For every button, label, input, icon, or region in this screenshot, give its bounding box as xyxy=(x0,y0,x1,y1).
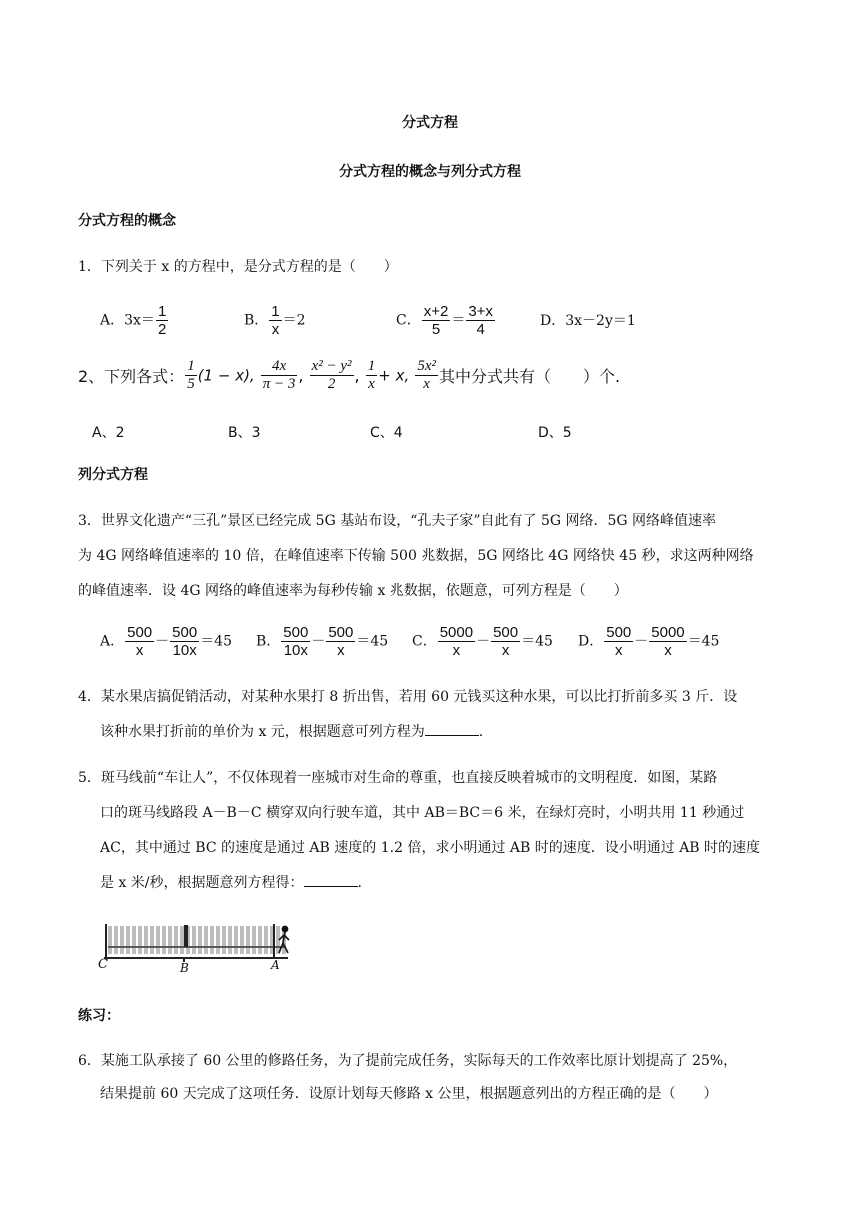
q1-option-c-eq: ＝ xyxy=(451,312,466,329)
q3-option-a-rhs: ＝45 xyxy=(200,633,233,650)
q2-comma-2: , xyxy=(298,366,304,385)
question-2-stem xyxy=(78,358,620,393)
q2-fraction-2: $\frac{4x}{\pi - 3}$ xyxy=(262,358,296,392)
q3-option-d-fraction-2: $\frac{5000}{x}$ xyxy=(651,624,685,659)
q3-option-b xyxy=(256,624,388,659)
q2-fraction-3: $\frac{\text{x² − y²}}{2}$ xyxy=(311,358,352,392)
q3-option-d-fraction-1: $\frac{500}{x}$ xyxy=(606,624,632,659)
crossing-middle-marker xyxy=(184,925,188,947)
question-3-line-3: 的峰值速率．设 4G 网络的峰值速率为每秒传输 x 兆数据，依题意，可列方程是（ ） xyxy=(78,583,628,599)
q1-option-b-right: ＝2 xyxy=(282,312,306,329)
q1-option-b-label: B． xyxy=(244,312,269,329)
page-subtitle: 分式方程的概念与列分式方程 xyxy=(339,164,521,180)
q3-option-b-fraction-2: $\frac{500}{x}$ xyxy=(328,624,354,659)
q3-option-b-minus: － xyxy=(311,633,326,650)
q4-answer-blank xyxy=(425,721,479,736)
q2-comma-3: , xyxy=(354,366,360,385)
q5-line-4-text: 是 x 米/秒，根据题意列方程得： xyxy=(100,875,304,891)
q3-option-a-fraction-1: $\frac{500}{x}$ xyxy=(127,624,153,659)
zebra-crossing-figure xyxy=(96,916,296,974)
question-4-line-1: 4．某水果店搞促销活动，对某种水果打 8 折出售，若用 60 元钱买这种水果，可以比打折前多买 3 斤．设 xyxy=(78,689,738,705)
q5-answer-blank xyxy=(304,872,358,887)
q3-option-c-minus: － xyxy=(476,633,491,650)
q2-option-c: C、4 xyxy=(370,425,403,441)
crossing-stripes-bottom xyxy=(108,948,286,954)
q1-option-c-label: C． xyxy=(396,312,421,329)
q4-line-2-end: . xyxy=(478,724,484,740)
q3-option-c-rhs: ＝45 xyxy=(521,633,553,650)
q3-option-c-label: C． xyxy=(412,633,437,650)
q2-lead: 2、下列各式： xyxy=(78,367,185,386)
q2-fraction-5: $\frac{\text{5x²}}{x}$ xyxy=(417,358,436,392)
point-b-label: B xyxy=(180,961,189,974)
q2-fraction-1: $\frac{1}{5}$ xyxy=(187,358,195,392)
q3-option-a-fraction-2: $\frac{500}{10x}$ xyxy=(172,624,198,659)
q2-option-d: D、5 xyxy=(538,425,572,441)
section-heading-list: 列分式方程 xyxy=(78,467,148,483)
q3-option-c-fraction-1: $\frac{5000}{x}$ xyxy=(439,624,474,659)
section-heading-concept: 分式方程的概念 xyxy=(78,213,176,229)
q3-option-a xyxy=(100,624,232,659)
q1-option-a-fraction: $\frac{1}{2}$ xyxy=(157,303,167,338)
q1-option-d xyxy=(540,310,636,330)
q3-option-a-label: A． xyxy=(100,633,125,650)
q1-option-a xyxy=(100,303,169,338)
q3-option-b-fraction-1: $\frac{500}{10x}$ xyxy=(283,624,309,659)
q1-option-a-label: A． xyxy=(100,312,125,329)
q1-option-d-label: D． xyxy=(540,313,566,329)
q5-line-4-end: . xyxy=(357,875,362,891)
question-5-line-4 xyxy=(100,872,362,894)
question-4-line-2 xyxy=(100,721,483,743)
question-3-line-2: 为 4G 网络峰值速率的 10 倍，在峰值速率下传输 500 兆数据，5G 网络比 4G 网络快 45 秒，求这两种网络 xyxy=(78,548,754,564)
q2-option-a: A、2 xyxy=(92,425,125,441)
q3-option-b-label: B． xyxy=(256,633,281,650)
q3-option-d-rhs: ＝45 xyxy=(687,633,720,650)
q3-option-a-minus: － xyxy=(155,633,170,650)
point-a-label: A xyxy=(271,958,280,972)
q1-option-c xyxy=(396,303,496,338)
q2-fraction-4-tail: + x, xyxy=(378,366,410,385)
q2-option-b: B、3 xyxy=(228,425,261,441)
q3-option-c xyxy=(412,624,553,659)
q1-option-a-left: 3x＝ xyxy=(124,312,155,329)
q1-option-b xyxy=(244,303,306,338)
q1-option-b-fraction: $\frac{1}{x}$ xyxy=(271,303,280,338)
q1-option-c-fraction-2: $\frac{3+x}{4}$ xyxy=(468,303,493,338)
section-heading-practice: 练习： xyxy=(78,1008,120,1024)
question-5-line-1: 5．斑马线前“车让人”，不仅体现着一座城市对生命的尊重，也直接反映着城市的文明程度．如图，某路 xyxy=(78,770,718,786)
question-1-stem: 1．下列关于 x 的方程中，是分式方程的是（ ） xyxy=(78,259,398,275)
question-3-line-1: 3．世界文化遗产“三孔”景区已经完成 5G 基站布设，“孔夫子家”自此有了 5G 网络．5G 网络峰值速率 xyxy=(78,513,717,529)
q2-tail: 其中分式共有（ ）个. xyxy=(438,367,621,386)
q1-option-d-text: 3x－2y＝1 xyxy=(565,313,636,329)
q4-line-2-text: 该种水果打折前的单价为 x 元，根据题意可列方程为 xyxy=(100,724,425,740)
q2-fraction-1-tail: (1 − x), xyxy=(197,366,255,385)
page-title: 分式方程 xyxy=(402,115,458,131)
question-5-line-3: AC，其中通过 BC 的速度是通过 AB 速度的 1.2 倍，求小明通过 AB 时的速度．设小明通过 AB 时的速度 xyxy=(100,840,761,856)
question-6-line-2: 结果提前 60 天完成了这项任务．设原计划每天修路 x 公里，根据题意列出的方程正确的是（ ） xyxy=(100,1086,718,1102)
question-5-line-2: 口的斑马线路段 A－B－C 横穿双向行驶车道，其中 AB＝BC＝6 米，在绿灯亮时，小明共用 11 秒通过 xyxy=(100,805,745,821)
q3-option-d xyxy=(578,624,719,659)
point-c-label: C xyxy=(98,957,108,972)
q3-option-c-fraction-2: $\frac{500}{x}$ xyxy=(493,624,519,659)
question-6-line-1: 6．某施工队承接了 60 公里的修路任务，为了提前完成任务，实际每天的工作效率比原计划提高了 25%， xyxy=(78,1053,738,1069)
q2-fraction-4: $\frac{1}{x}$ xyxy=(367,358,376,392)
q3-option-d-label: D． xyxy=(578,633,604,650)
q1-option-c-fraction-1: $\frac{x+2}{5}$ xyxy=(423,303,449,338)
crossing-stripes-top xyxy=(108,926,286,946)
q3-option-d-minus: － xyxy=(634,633,649,650)
q3-option-b-rhs: ＝45 xyxy=(356,633,389,650)
